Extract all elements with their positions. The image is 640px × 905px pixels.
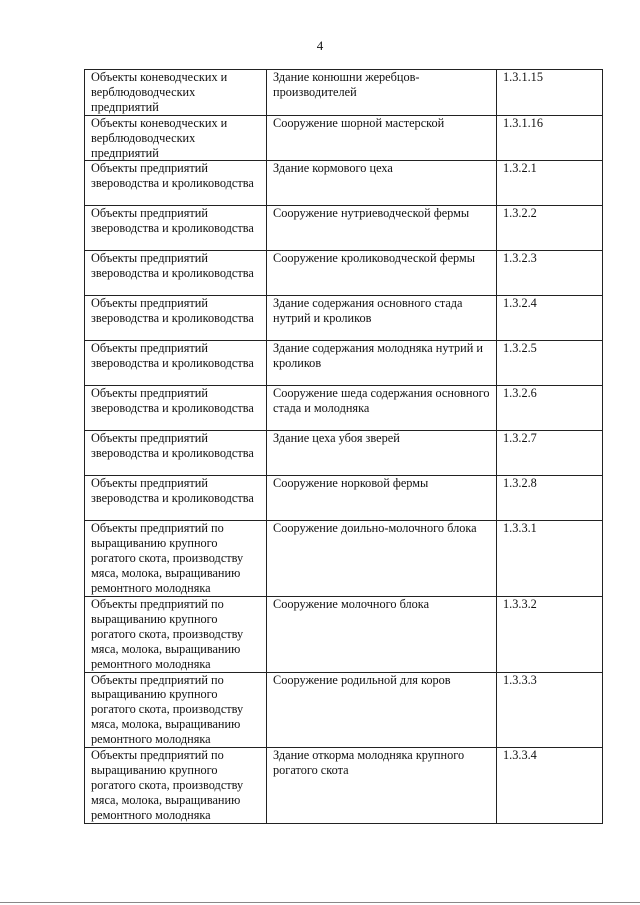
object-type-cell: Объекты предприятий звероводства и кролиководства bbox=[85, 386, 267, 431]
object-code-cell: 1.3.2.2 bbox=[497, 206, 603, 251]
scan-edge-divider bbox=[0, 902, 640, 903]
object-type-cell: Объекты предприятий звероводства и кролиководства bbox=[85, 431, 267, 476]
object-type-cell: Объекты предприятий звероводства и кролиководства bbox=[85, 206, 267, 251]
table-row bbox=[85, 341, 603, 386]
object-description-cell: Здание цеха убоя зверей bbox=[267, 431, 497, 476]
table-row bbox=[85, 115, 603, 161]
object-code-cell: 1.3.2.6 bbox=[497, 386, 603, 431]
object-code-cell: 1.3.2.1 bbox=[497, 161, 603, 206]
table-row bbox=[85, 251, 603, 296]
object-code-cell: 1.3.3.1 bbox=[497, 521, 603, 597]
object-code-cell: 1.3.1.16 bbox=[497, 115, 603, 161]
object-description-cell: Здание содержания основного стада нутрий и кроликов bbox=[267, 296, 497, 341]
object-code-cell: 1.3.3.4 bbox=[497, 748, 603, 824]
table-row bbox=[85, 70, 603, 116]
object-code-cell: 1.3.1.15 bbox=[497, 70, 603, 116]
object-code-cell: 1.3.3.3 bbox=[497, 672, 603, 748]
object-code-cell: 1.3.3.2 bbox=[497, 596, 603, 672]
object-description-cell: Здание конюшни жеребцов-производителей bbox=[267, 70, 497, 116]
object-description-cell: Сооружение молочного блока bbox=[267, 596, 497, 672]
object-type-cell: Объекты предприятий звероводства и кролиководства bbox=[85, 161, 267, 206]
object-type-cell: Объекты коневодческих и верблюдоводческих предприятий bbox=[85, 115, 267, 161]
object-type-cell: Объекты предприятий звероводства и кролиководства bbox=[85, 251, 267, 296]
object-type-cell: Объекты предприятий звероводства и кролиководства bbox=[85, 341, 267, 386]
table-row bbox=[85, 748, 603, 824]
object-description-cell: Сооружение кролиководческой фермы bbox=[267, 251, 497, 296]
object-code-cell: 1.3.2.7 bbox=[497, 431, 603, 476]
object-type-cell: Объекты предприятий по выращиванию крупного рогатого скота, производству мяса, молока, выращиванию ремонтного молодняка bbox=[85, 596, 267, 672]
object-type-cell: Объекты предприятий по выращиванию крупного рогатого скота, производству мяса, молока, выращиванию ремонтного молодняка bbox=[85, 521, 267, 597]
object-code-cell: 1.3.2.3 bbox=[497, 251, 603, 296]
object-description-cell: Сооружение нутриеводческой фермы bbox=[267, 206, 497, 251]
object-description-cell: Сооружение шорной мастерской bbox=[267, 115, 497, 161]
table-row bbox=[85, 431, 603, 476]
object-description-cell: Сооружение родильной для коров bbox=[267, 672, 497, 748]
object-code-cell: 1.3.2.4 bbox=[497, 296, 603, 341]
table-row bbox=[85, 206, 603, 251]
object-type-cell: Объекты предприятий по выращиванию крупного рогатого скота, производству мяса, молока, выращиванию ремонтного молодняка bbox=[85, 672, 267, 748]
object-description-cell: Здание кормового цеха bbox=[267, 161, 497, 206]
objects-table bbox=[84, 69, 603, 824]
object-code-cell: 1.3.2.8 bbox=[497, 476, 603, 521]
table-row bbox=[85, 476, 603, 521]
object-code-cell: 1.3.2.5 bbox=[497, 341, 603, 386]
object-type-cell: Объекты предприятий звероводства и кролиководства bbox=[85, 296, 267, 341]
object-type-cell: Объекты предприятий по выращиванию крупного рогатого скота, производству мяса, молока, выращиванию ремонтного молодняка bbox=[85, 748, 267, 824]
table-row bbox=[85, 296, 603, 341]
table-row bbox=[85, 672, 603, 748]
object-description-cell: Сооружение шеда содержания основного стада и молодняка bbox=[267, 386, 497, 431]
table-row bbox=[85, 161, 603, 206]
object-type-cell: Объекты предприятий звероводства и кролиководства bbox=[85, 476, 267, 521]
object-description-cell: Сооружение доильно-молочного блока bbox=[267, 521, 497, 597]
table-row bbox=[85, 596, 603, 672]
object-description-cell: Здание содержания молодняка нутрий и кроликов bbox=[267, 341, 497, 386]
object-type-cell: Объекты коневодческих и верблюдоводческих предприятий bbox=[85, 70, 267, 116]
table-row bbox=[85, 386, 603, 431]
page-number: 4 bbox=[316, 38, 324, 53]
object-description-cell: Сооружение норковой фермы bbox=[267, 476, 497, 521]
object-description-cell: Здание откорма молодняка крупного рогатого скота bbox=[267, 748, 497, 824]
table-row bbox=[85, 521, 603, 597]
